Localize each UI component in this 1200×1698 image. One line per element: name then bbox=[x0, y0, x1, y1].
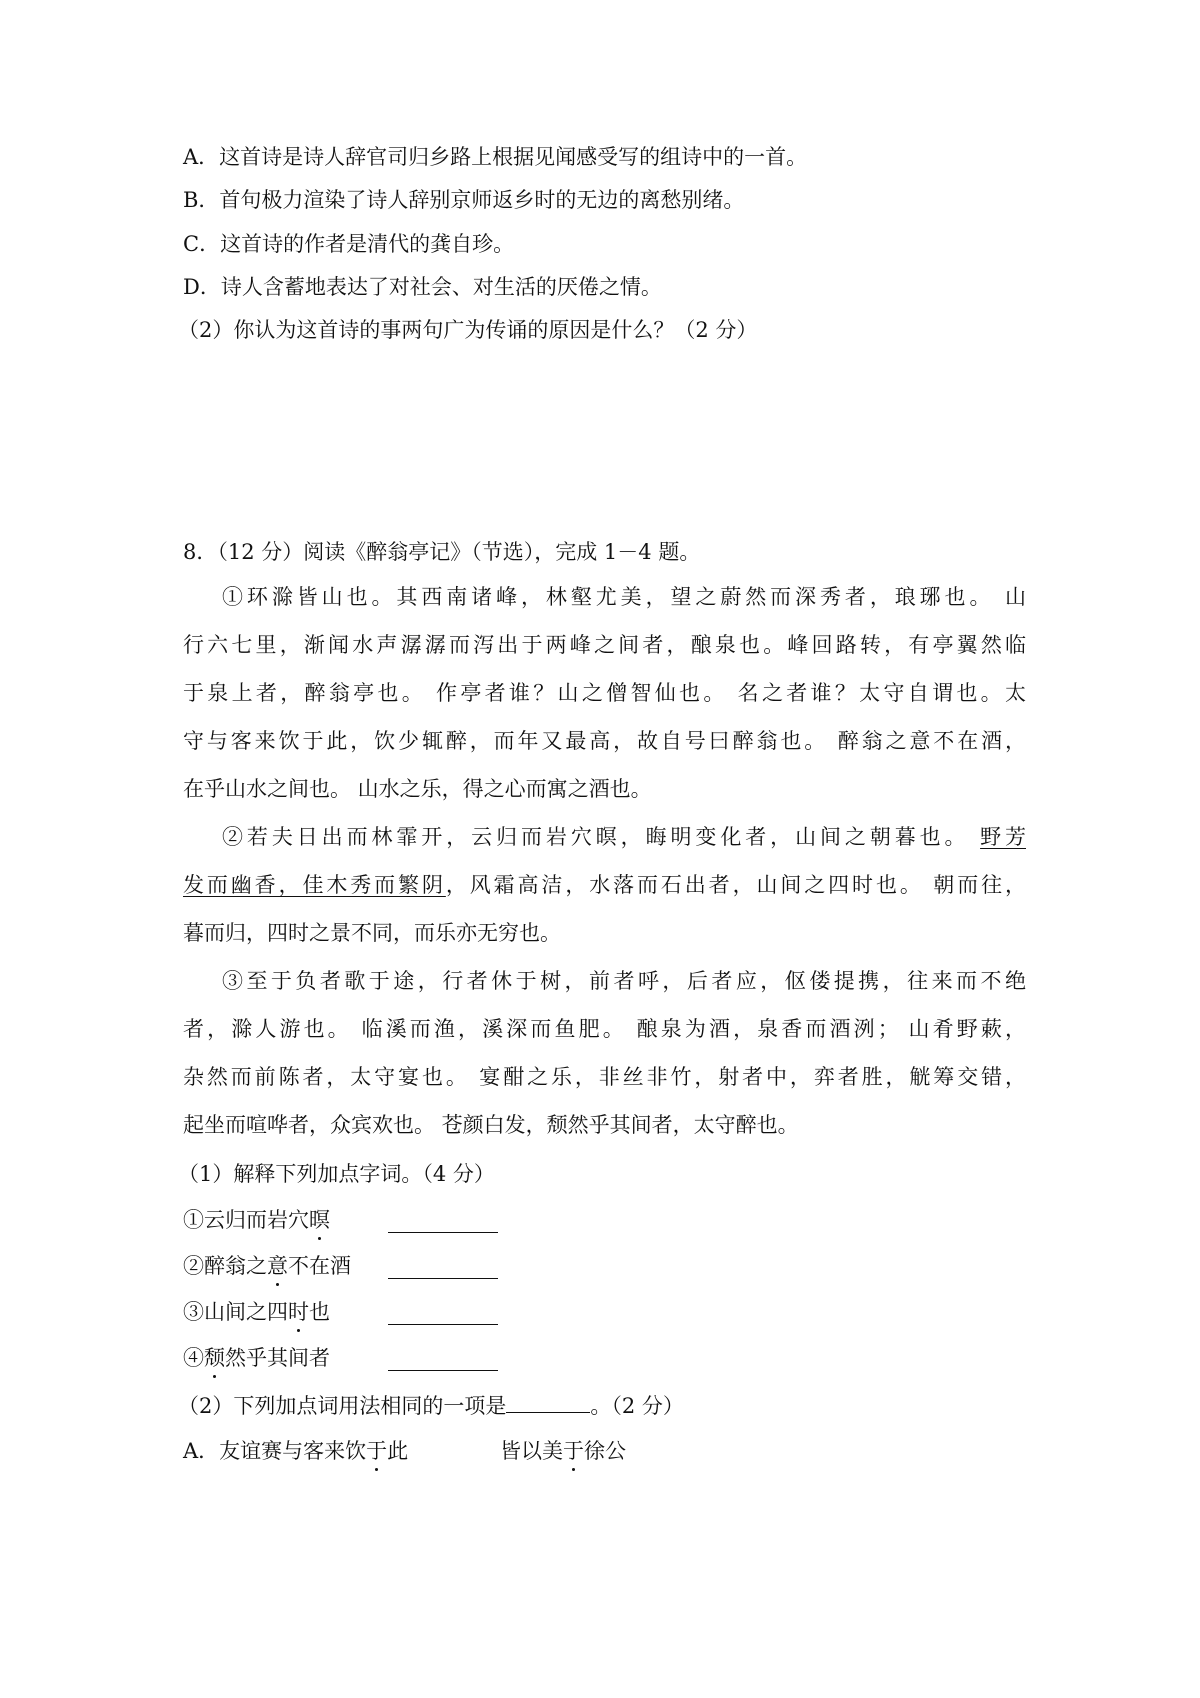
passage-p1-line: 守与客来饮于此，饮少辄醉，而年又最高，故自号曰醉翁也。 醉翁之意不在酒， bbox=[183, 729, 1026, 753]
vocab-text: ③山间之四 bbox=[183, 1300, 288, 1324]
option-text: 皆以美 bbox=[500, 1439, 563, 1463]
sub-question-1-heading: （1）解释下列加点字词。（4 分） bbox=[178, 1162, 495, 1186]
answer-blank[interactable] bbox=[506, 1392, 590, 1413]
q7-option-d: D．诗人含蓄地表达了对社会、对生活的厌倦之情。 bbox=[183, 275, 662, 299]
option-text: A．友谊赛与客来饮 bbox=[183, 1439, 367, 1463]
passage-p3-line: ③至于负者歌于途，行者休于树，前者呼，后者应，伛偻提携，往来而不绝 bbox=[222, 969, 1026, 993]
answer-blank[interactable] bbox=[388, 1278, 498, 1279]
passage-p1-line: ①环滁皆山也。其西南诸峰，林壑尤美，望之蔚然而深秀者，琅琊也。 山 bbox=[222, 585, 1026, 609]
passage-p3-line: 者，滁人游也。 临溪而渔，溪深而鱼肥。 酿泉为酒，泉香而酒洌； 山肴野蔌， bbox=[183, 1017, 1026, 1041]
underlined-phrase: 发而幽香，佳木秀而繁阴 bbox=[183, 873, 446, 897]
answer-blank[interactable] bbox=[388, 1324, 498, 1325]
q7-option-b: B．首句极力渲染了诗人辞别京师返乡时的无边的离愁别绪。 bbox=[183, 188, 745, 212]
vocab-text: ②醉翁之 bbox=[183, 1254, 267, 1278]
vocab-item bbox=[183, 1205, 330, 1235]
vocab-text: 也 bbox=[309, 1300, 330, 1324]
vocab-text: 然乎其间者 bbox=[225, 1346, 330, 1370]
vocab-text: ①云归而岩穴 bbox=[183, 1208, 309, 1232]
passage-p3-line: 起坐而喧哗者，众宾欢也。 苍颜白发，颓然乎其间者，太守醉也。 bbox=[183, 1113, 799, 1137]
sub-question-2-text: 。（2 分） bbox=[590, 1394, 684, 1418]
sub2-option-a-right bbox=[500, 1436, 626, 1466]
dotted-character: 时 bbox=[288, 1300, 309, 1324]
passage-p2-line bbox=[222, 822, 1026, 852]
dotted-character: 于 bbox=[563, 1439, 584, 1463]
dotted-character: 暝 bbox=[309, 1208, 330, 1232]
underlined-phrase: 野芳 bbox=[980, 825, 1026, 849]
vocab-text: ④ bbox=[183, 1346, 204, 1370]
vocab-item bbox=[183, 1297, 330, 1327]
dotted-character: 意 bbox=[267, 1254, 288, 1278]
option-text: 徐公 bbox=[584, 1439, 626, 1463]
q8-heading: 8．（12 分）阅读《醉翁亭记》（节选），完成 1－4 题。 bbox=[183, 540, 701, 564]
dotted-character: 颓 bbox=[204, 1346, 225, 1370]
answer-blank[interactable] bbox=[388, 1370, 498, 1371]
q7-sub-question-2: （2）你认为这首诗的事两句广为传诵的原因是什么？（2 分） bbox=[178, 318, 758, 342]
vocab-item bbox=[183, 1343, 330, 1373]
passage-p1-line: 行六七里，渐闻水声潺潺而泻出于两峰之间者，酿泉也。峰回路转，有亭翼然临 bbox=[183, 633, 1026, 657]
vocab-item bbox=[183, 1251, 351, 1281]
q7-option-c: C．这首诗的作者是清代的龚自珍。 bbox=[183, 232, 515, 256]
passage-p2-text: ②若夫日出而林霏开，云归而岩穴暝，晦明变化者，山间之朝暮也。 bbox=[222, 825, 981, 849]
vocab-text: 不在酒 bbox=[288, 1254, 351, 1278]
q7-option-a: A．这首诗是诗人辞官司归乡路上根据见闻感受写的组诗中的一首。 bbox=[183, 145, 808, 169]
sub-question-2-text: （2）下列加点词用法相同的一项是 bbox=[178, 1394, 507, 1418]
passage-p3-line: 杂然而前陈者，太守宴也。 宴酣之乐，非丝非竹，射者中，弈者胜，觥筹交错， bbox=[183, 1065, 1026, 1089]
passage-p2-line: 暮而归，四时之景不同，而乐亦无穷也。 bbox=[183, 921, 561, 945]
option-text: 此 bbox=[387, 1439, 409, 1463]
answer-blank[interactable] bbox=[388, 1232, 498, 1233]
sub-question-2-heading bbox=[178, 1391, 684, 1421]
passage-p2-text: ，风霜高洁，水落而石出者，山间之四时也。 朝而往， bbox=[445, 873, 1026, 897]
dotted-character: 于 bbox=[366, 1439, 388, 1463]
passage-p1-line: 于泉上者，醉翁亭也。 作亭者谁？山之僧智仙也。 名之者谁？太守自谓也。太 bbox=[183, 681, 1026, 705]
sub2-option-a-left bbox=[183, 1436, 408, 1466]
passage-p1-line: 在乎山水之间也。 山水之乐，得之心而寓之酒也。 bbox=[183, 777, 652, 801]
passage-p2-line bbox=[183, 870, 1026, 900]
